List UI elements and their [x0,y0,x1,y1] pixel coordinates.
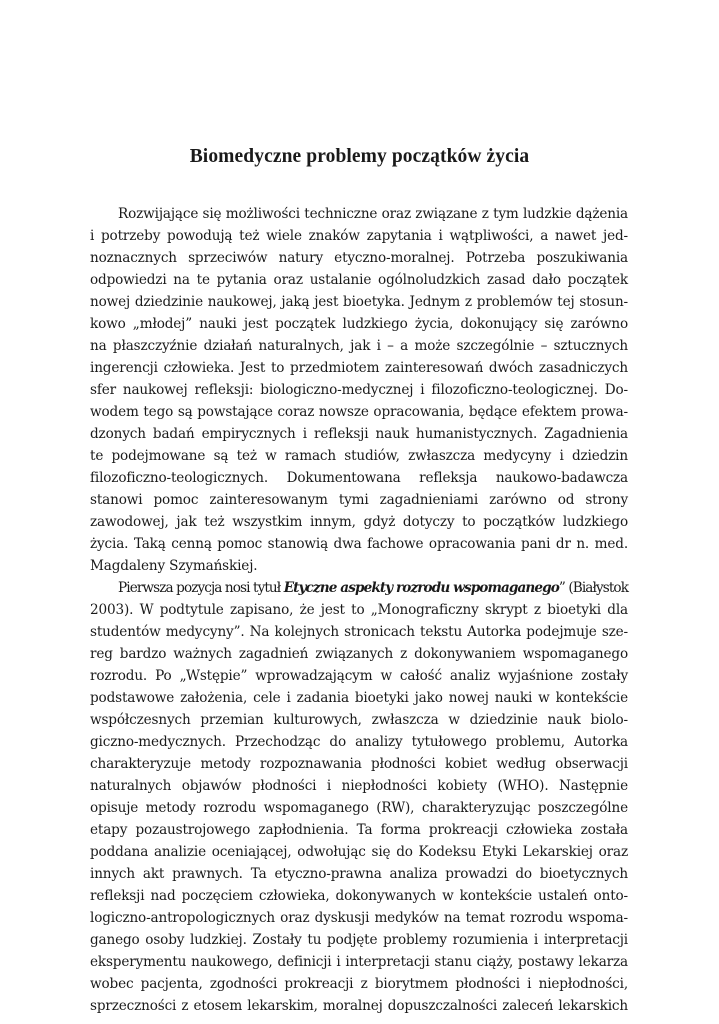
paragraph-line: noznacznych sprzeciwów natury etyczno-moralnej. Potrzeba poszukiwania [90,250,628,266]
paragraph-line: studentów medycyny”. Na kolejnych stronicach tekstu Autorka podejmuje sze- [90,624,628,640]
paragraph-line: charakteryzuje metody rozpoznawania płodności kobiet według obserwacji [90,756,628,772]
paragraph-line: zawodowej, jak też wszystkim innym, gdyż dotyczy to początków ludzkiego [90,514,628,530]
paragraph-line: życia. Taką cenną pomoc stanowią dwa fachowe opracowania pani dr n. med. [90,536,628,552]
paragraph-line: wodem tego są powstające coraz nowsze opracowania, będące efektem prowa- [90,404,628,420]
paragraph-line [90,577,628,599]
paragraph-line: filozoficzno-teologicznych. Dokumentowana refleksja naukowo-badawcza [90,470,628,486]
text-segment: ” (Białystok [558,580,629,596]
book-title: Etyczne aspekty rozrodu wspomaganego [283,580,559,596]
paragraph-line: sfer naukowej refleksji: biologiczno-medycznej i filozoficzno-teologicznej. Do- [90,382,628,398]
paragraph-line: wobec pacjenta, zgodności prokreacji z biorytmem płodności i niepłodności, [90,976,628,992]
paragraph-line: naturalnych objawów płodności i niepłodności kobiety (WHO). Następnie [90,778,628,794]
paragraph-line: i potrzeby powodują też wiele znaków zapytania i wątpliwości, a nawet jed- [90,228,628,244]
paragraph-line: odpowiedzi na te pytania oraz ustalanie ogólnoludzkich zasad dało początek [90,272,628,288]
paragraph-line: innych akt prawnych. Ta etyczno-prawna analiza prowadzi do bioetycznych [90,866,628,882]
paragraph-line: opisuje metody rozrodu wspomaganego (RW), charakteryzując poszczególne [90,800,628,816]
paragraph-line: nowej dziedzinie naukowej, jaką jest bioetyka. Jednym z problemów tej stosun- [90,294,628,310]
paragraph-line: 2003). W podtytule zapisano, że jest to „Monograficzny skrypt z bioetyki dla [90,602,628,618]
paragraph-line: ganego osoby ludzkiej. Zostały tu podjęte problemy rozumienia i interpretacji [90,932,628,948]
page-title: Biomedyczne problemy początków życia [189,146,530,167]
paragraph-line: na płaszczyźnie działań naturalnych, jak i – a może szczególnie – sztucznych [90,338,628,354]
paragraph-line: rozrodu. Po „Wstępie” wprowadzającym w całość analiz wyjaśnione zostały [90,668,628,684]
paragraph-line: giczno-medycznych. Przechodząc do analizy tytułowego problemu, Autorka [90,734,628,750]
paragraph-line: Magdaleny Szymańskiej. [90,558,258,574]
paragraph-line: Rozwijające się możliwości techniczne oraz związane z tym ludzkie dążenia [118,206,628,222]
paragraph-line: logiczno-antropologicznych oraz dyskusji medyków na temat rozrodu wspoma- [90,910,628,926]
paragraph-line: kowo „młodej” nauki jest początek ludzkiego życia, dokonujący się zarówno [90,316,628,332]
paragraph-line: reg bardzo ważnych zagadnień związanych z dokonywaniem wspomaganego [90,646,628,662]
paragraph-1 [90,203,628,577]
paragraph-line: poddana analizie oceniającej, odwołując się do Kodeksu Etyki Lekarskiej oraz [90,844,628,860]
paragraph-line: stanowi pomoc zainteresowanym tymi zagadnieniami zarówno od strony [90,492,628,508]
body-text [90,203,628,1017]
paragraph-line: współczesnych przemian kulturowych, zwłaszcza w dziedzinie nauk biolo- [90,712,628,728]
paragraph-line: te podejmowane są też w ramach studiów, zwłaszcza medycyny i dziedzin [90,448,628,464]
paragraph-2 [90,577,628,1017]
paragraph-line: sprzeczności z etosem lekarskim, moralnej dopuszczalności zaleceń lekarskich [90,998,628,1014]
paragraph-line: podstawowe założenia, cele i zadania bioetyki jako nowej nauki w kontekście [90,690,628,706]
text-segment: Pierwsza pozycja nosi tytuł [118,580,284,596]
paragraph-line: eksperymentu naukowego, definicji i interpretacji stanu ciąży, postawy lekarza [90,954,628,970]
paragraph-line: ingerencji człowieka. Jest to przedmiotem zainteresowań dwóch zasadniczych [90,360,628,376]
paragraph-line: etapy pozaustrojowego zapłodnienia. Ta forma prokreacji człowieka została [90,822,628,838]
paragraph-line: dzonych badań empirycznych i refleksji nauk humanistycznych. Zagadnienia [90,426,628,442]
paragraph-line: refleksji nad poczęciem człowieka, dokonywanych w kontekście ustaleń onto- [90,888,628,904]
